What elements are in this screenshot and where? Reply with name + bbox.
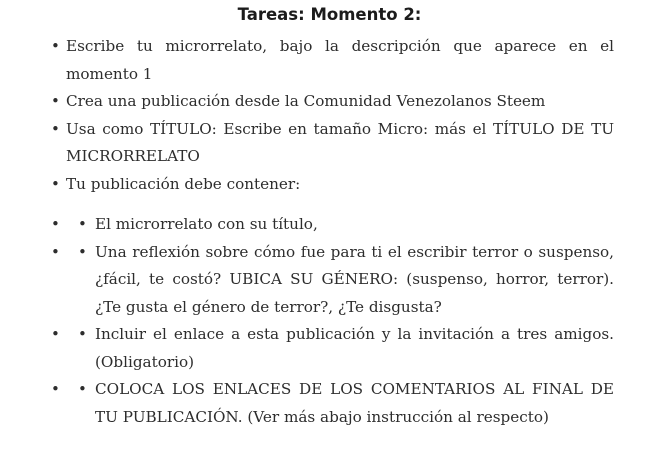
task-text: Tu publicación debe contener: [66,174,301,193]
bullet-icon: • [51,119,60,138]
bullet-icon: • [51,92,60,110]
task-list [51,33,614,198]
requirement-text: El microrrelato con su título, [95,215,318,233]
requirement-list [51,211,614,431]
bullet-icon: • [51,174,60,193]
requirement-text: Una reflexión sobre cómo fue para ti el escribir terror o suspenso, ¿fácil, te costó? UBICA SU GÉNERO: (suspenso, horror, terror). ¿Te gusta el género de terror?, ¿Te disgusta? [95,242,614,316]
bullet-icon: • [78,325,87,343]
task-item [51,171,614,199]
requirement-item [51,321,614,376]
bullet-icon: • [51,242,60,261]
task-item [51,33,614,88]
task-item [51,88,614,116]
requirement-text: COLOCA LOS ENLACES DE LOS COMENTARIOS AL FINAL DE TU PUBLICACIÓN. (Ver más abajo instrucción al respecto) [95,380,614,426]
bullet-icon: • [51,37,60,55]
requirement-item [51,211,614,239]
bullet-icon: • [78,242,87,261]
bullet-icon: • [51,325,60,343]
bullet-icon: • [78,380,87,398]
requirement-item [51,376,614,431]
bullet-icon: • [51,215,60,233]
section-heading: Tareas: Momento 2: [237,5,422,24]
task-text: Escribe tu microrrelato, bajo la descripción que aparece en el momento 1 [66,37,614,83]
task-text: Usa como TÍTULO: Escribe en tamaño Micro: más el TÍTULO DE TU MICRORRELATO [66,119,614,165]
bullet-icon: • [78,215,87,233]
requirement-item [51,239,614,322]
requirement-text: Incluir el enlace a esta publicación y la invitación a tres amigos. (Obligatorio) [95,325,614,371]
task-content [51,33,614,431]
task-item [51,116,614,171]
task-text: Crea una publicación desde la Comunidad Venezolanos Steem [66,92,546,110]
bullet-icon: • [51,380,60,398]
